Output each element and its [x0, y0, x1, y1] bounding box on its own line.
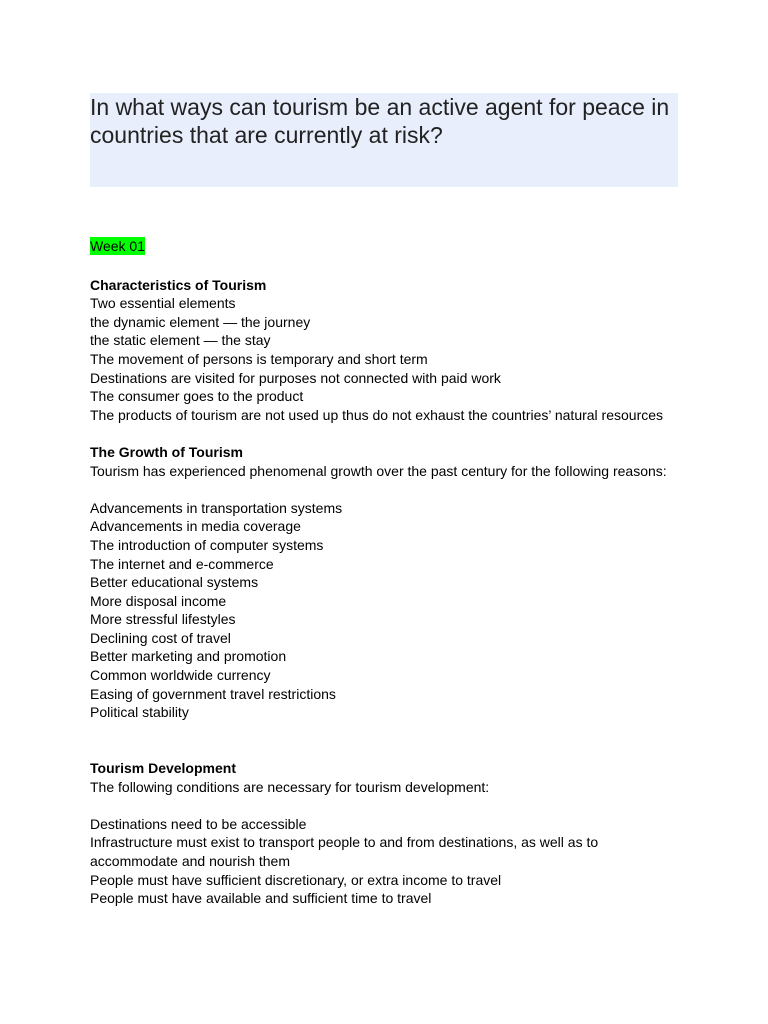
list-item: The internet and e-commerce — [90, 555, 274, 572]
text-line: The products of tourism are not used up thus do not exhaust the countries’ natural resources — [90, 406, 664, 423]
list-item: Easing of government travel restrictions — [90, 685, 336, 702]
list-item: The introduction of computer systems — [90, 536, 324, 553]
list-item: Declining cost of travel — [90, 629, 231, 646]
section-growth — [90, 443, 730, 722]
list-item: People must have available and sufficient time to travel — [90, 890, 432, 907]
section-development — [90, 759, 730, 908]
spacer — [90, 256, 730, 276]
list-item: Better educational systems — [90, 574, 259, 591]
section-intro: Tourism has experienced phenomenal growth over the past century for the following reasons: — [90, 462, 667, 479]
text-line: Two essential elements — [90, 295, 236, 312]
week-label: Week 01 — [90, 238, 145, 254]
spacer — [90, 796, 730, 815]
section-intro: The following conditions are necessary for tourism development: — [90, 778, 490, 795]
spacer — [90, 740, 730, 759]
list-item: Common worldwide currency — [90, 667, 271, 684]
spacer — [90, 424, 730, 443]
title-box — [90, 93, 678, 187]
spacer — [90, 722, 730, 741]
list-item: accommodate and nourish them — [90, 853, 290, 869]
text-line: the dynamic element — the journey — [90, 313, 311, 330]
text-line: Destinations are visited for purposes not connected with paid work — [90, 369, 501, 386]
text-line: The movement of persons is temporary and short term — [90, 350, 428, 367]
list-item: Infrastructure must exist to transport people to and from destinations, as well as to — [90, 834, 599, 851]
section-heading: Tourism Development — [90, 760, 236, 777]
document-body — [90, 237, 730, 908]
list-item: More stressful lifestyles — [90, 611, 236, 628]
list-item: Advancements in transportation systems — [90, 499, 343, 516]
text-line: The consumer goes to the product — [90, 388, 304, 405]
list-item: Better marketing and promotion — [90, 648, 287, 665]
section-characteristics — [90, 276, 730, 425]
section-heading: Characteristics of Tourism — [90, 276, 267, 293]
page-title: In what ways can tourism be an active agent for peace in countries that are currently at risk? — [90, 94, 670, 148]
section-heading: The Growth of Tourism — [90, 443, 243, 460]
list-item: Destinations need to be accessible — [90, 815, 307, 832]
list-item: Advancements in media coverage — [90, 518, 301, 535]
text-line: the static element — the stay — [90, 332, 271, 349]
list-item: More disposal income — [90, 592, 227, 609]
spacer — [90, 480, 730, 499]
list-item: Political stability — [90, 704, 189, 721]
list-item: People must have sufficient discretionary, or extra income to travel — [90, 871, 502, 888]
